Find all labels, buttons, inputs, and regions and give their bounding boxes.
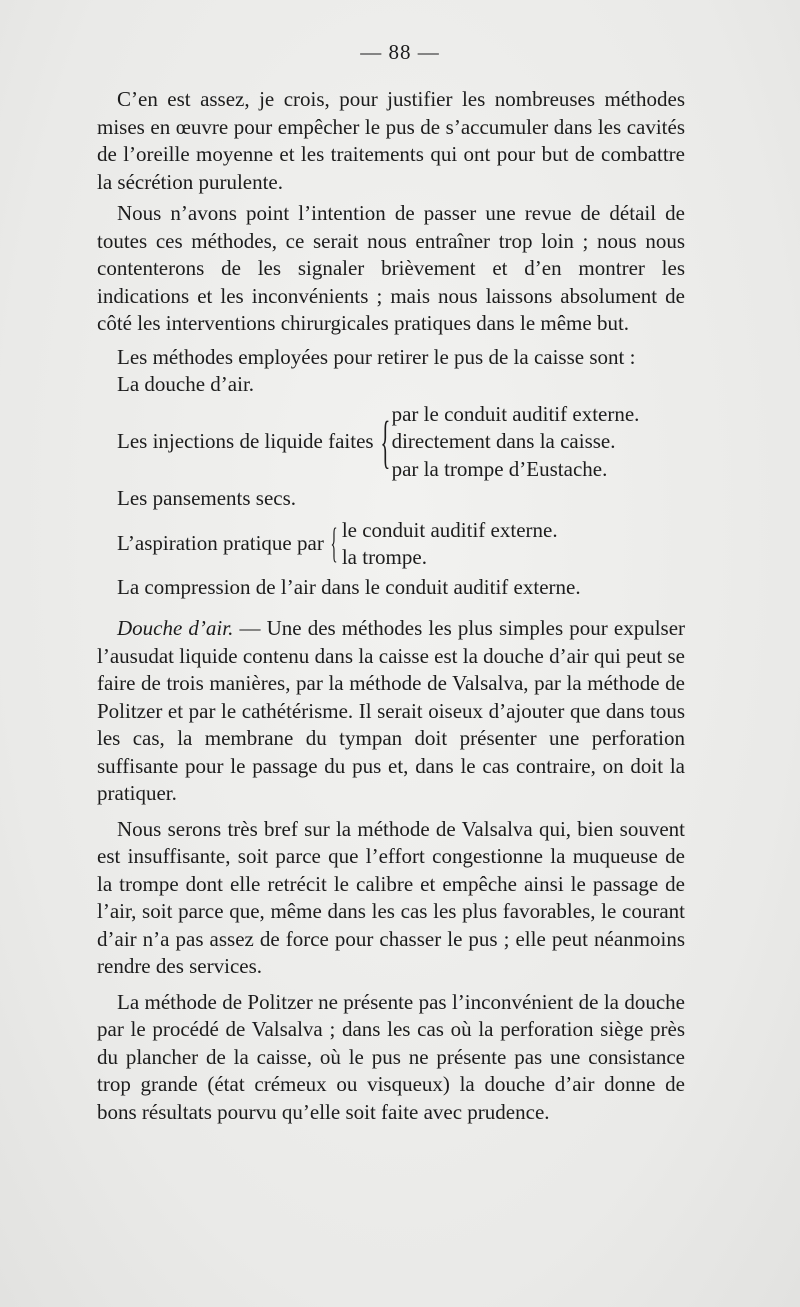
aspiration-option: la trompe.	[341, 545, 427, 569]
injections-options	[392, 401, 640, 484]
paragraph-politzer: La méthode de Politzer ne présente pas l’inconvénient de la douche par le procédé de Valsalva ; dans les cas où la perforation siège près du plancher de la caisse, où le pus ne présente pas une consistance trop grande (état crémeux ou visqueux) la douche d’air donne de bons résultats pourvu qu’elle soit faite avec prudence.	[97, 989, 685, 1124]
method-injections	[117, 401, 685, 484]
brace-icon: {	[330, 521, 338, 567]
aspiration-option: le conduit auditif externe.	[341, 517, 558, 542]
douche-heading: Douche d’air.	[117, 616, 234, 640]
paragraph-valsalva: Nous serons très bref sur la méthode de Valsalva qui, bien souvent est insuffisante, soit parce que l’effort congestionne la muqueuse de la trompe dont elle retrécit le calibre et empêche ainsi le passage de l’air, soit parce que, même dans les cas les plus favorables, le courant d’air n’a pas assez de force pour chasser le pus ; elle peut néanmoins rendre des services.	[97, 816, 685, 978]
injections-option: directement dans la caisse.	[391, 429, 616, 453]
douche-text: — Une des méthodes les plus simples pour expulser l’ausudat liquide contenu dans la caisse est la douche d’air qui peut se faire de trois manières, par la méthode de Valsalva, par la méthode de Politzer et par le cathétérisme. Il serait oiseux d’ajouter que dans tous les cas, la membrane du tympan doit présenter une perforation suffisante pour le passage du pus et, dans le cas contraire, on doit la pratiquer.	[97, 616, 686, 805]
method-aspiration	[117, 517, 685, 572]
method-pansements: Les pansements secs.	[117, 486, 297, 510]
methods-intro: Les méthodes employées pour retirer le pus de la caisse sont :	[117, 344, 636, 369]
method-douche: La douche d’air.	[117, 372, 255, 396]
paragraph-douche	[97, 615, 685, 808]
aspiration-label: L’aspiration pratique par	[117, 531, 324, 556]
injections-option: par la trompe d’Eustache.	[391, 456, 608, 481]
injections-label: Les injections de liquide faites	[117, 429, 374, 453]
page-number: — 88 —	[360, 40, 440, 64]
paragraph-justification: C’en est assez, je crois, pour justifier les nombreuses méthodes mises en œuvre pour empêcher le pus de s’accumuler dans les cavités de l’oreille moyenne et les traitements qui ont pour but de combattre la sécrétion purulente.	[97, 87, 685, 194]
page-body	[97, 86, 685, 1126]
method-compression: La compression de l’air dans le conduit auditif externe.	[117, 574, 581, 599]
injections-option: par le conduit auditif externe.	[391, 401, 640, 426]
aspiration-options	[342, 517, 558, 572]
paragraph-intention: Nous n’avons point l’intention de passer une revue de détail de toutes ces méthodes, ce serait nous entraîner trop loin ; nous nous contenterons de les signaler brièvement et d’en montrer les indications et les inconvénients ; mais nous laissons absolument de côté les interventions chirurgicales pratiques dans le même but.	[97, 201, 685, 335]
brace-icon: {	[380, 408, 390, 474]
methods-list	[97, 344, 685, 602]
